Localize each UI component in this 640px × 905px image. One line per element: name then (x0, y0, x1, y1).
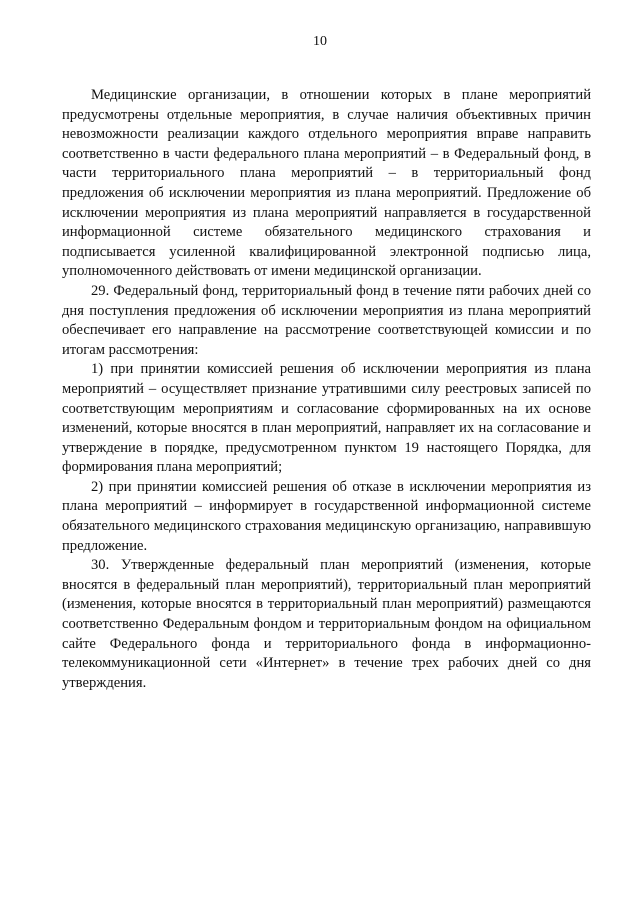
paragraph-item-29-subitem-2: 2) при принятии комиссией решения об отказе в исключении мероприятия из плана мероприятий – информирует в государственной информационной системе обязательного медицинского страхования медицинскую организацию, направившую предложение. (62, 478, 591, 554)
paragraph-medical-organizations: Медицинские организации, в отношении которых в плане мероприятий предусмотрены отдельные мероприятия, в случае наличия объективных причин невозможности реализации каждого отдельного мероприятия вправе направить соответственно в части федерального плана мероприятий – в Федеральный фонд, в части территориального плана мероприятий – в территориальный фонд предложения об исключении мероприятия из плана мероприятий. Предложение об исключении мероприятия из плана мероприятий направляется в государственной информационной системе обязательного медицинского страхования и подписывается усиленной квалифицированной электронной подписью лица, уполномоченного действовать от имени медицинской организации. (62, 87, 591, 280)
paragraph-item-29-subitem-1: 1) при принятии комиссией решения об исключении мероприятия из плана мероприятий – осуществляет признание утратившими силу реестровых записей по соответствующим мероприятиям и согласование сформированных на их основе изменений, которые вносятся в план мероприятий, направляет их на согласование и утверждение в порядке, предусмотренном пунктом 19 настоящего Порядка, для формирования плана мероприятий; (62, 361, 591, 476)
page-number: 10 (313, 34, 327, 49)
paragraph-item-29: 29. Федеральный фонд, территориальный фонд в течение пяти рабочих дней со дня поступления предложения об исключении мероприятия из плана мероприятий обеспечивает его направление на рассмотрение соответствующей комиссии и по итогам рассмотрения: (62, 282, 591, 358)
document-body (62, 86, 591, 693)
paragraph-item-30: 30. Утвержденные федеральный план мероприятий (изменения, которые вносятся в федеральный план мероприятий), территориальный план мероприятий (изменения, которые вносятся в территориальный план мероприятий) размещаются соответственно Федеральным фондом и территориальным фондом на официальном сайте Федерального фонда и территориального фонда в информационно-телекоммуникационной сети «Интернет» в течение трех рабочих дней со дня утверждения. (62, 557, 591, 691)
